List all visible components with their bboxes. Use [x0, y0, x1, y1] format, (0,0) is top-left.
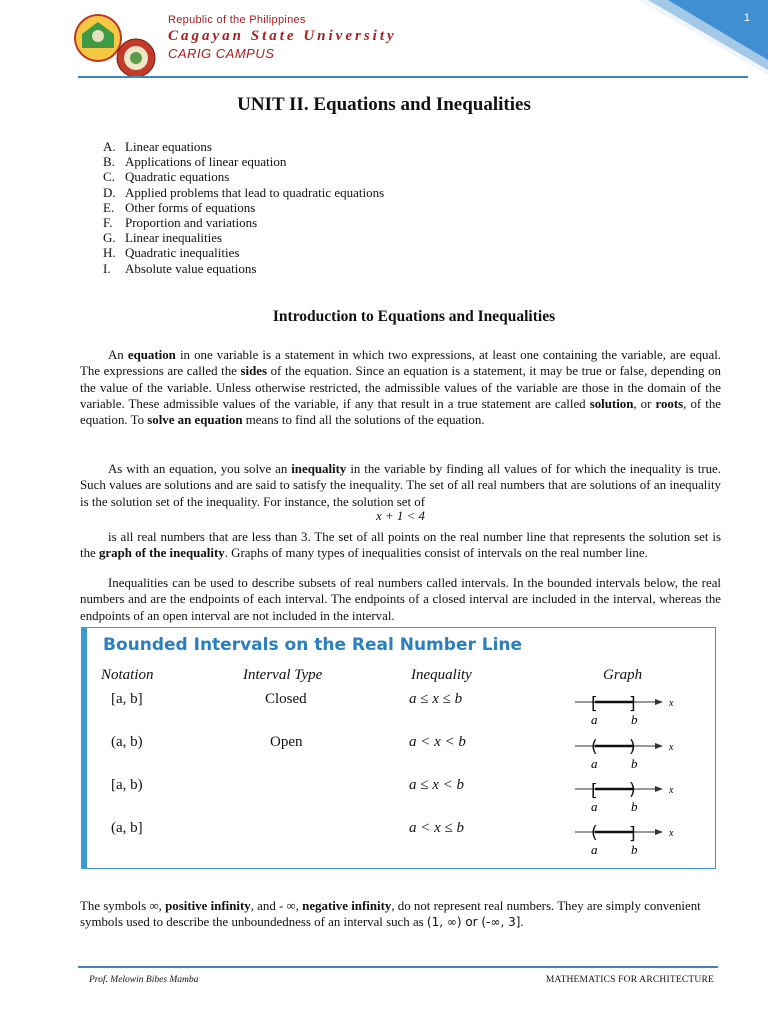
inequality-cell: a ≤ x < b: [409, 777, 465, 793]
svg-text:a: a: [591, 712, 598, 727]
topic-item: I. Absolute value equations: [103, 260, 257, 276]
graph-half-open-right: [573, 777, 683, 817]
svg-text:b: b: [631, 799, 638, 814]
svg-text:x: x: [669, 828, 674, 839]
svg-text:[: [: [591, 781, 598, 801]
university-seal-logo: [74, 14, 122, 62]
paragraph-graph: is all real numbers that are less than 3. The set of all points on the real number line that represents the solution set is the graph of the inequality. Graphs of many types of inequalities consist of intervals on the real number line.: [80, 530, 721, 561]
svg-text:a: a: [591, 799, 598, 814]
header-republic: Republic of the Philippines: [168, 14, 306, 26]
paragraph-intervals: Inequalities can be used to describe subsets of real numbers called intervals. In the bounded intervals below, the real numbers and are the endpoints of each interval. The endpoints of a closed interval are included in the interval, whereas the endpoints of an open interval are not included in the interval.: [80, 576, 721, 623]
topic-item: F. Proportion and variations: [103, 215, 258, 231]
svg-text:[: [: [591, 694, 598, 714]
header-interval-type: Interval Type: [243, 667, 323, 683]
paragraph-equation: An equation in one variable is a statement in which two expressions, at least one containing the variable, are equal. The expressions are called the sides of the equation. Since an equation is a statement, it may be true or false, depending on the value of the variable. Unless otherwise restricted, the admissible values of the variable are those in the domain of the variable. These admissible values of the variable, if any that result in a true statement are called solution, or roots, of the equation. To solve an equation means to find all the solutions of the equation.: [80, 348, 721, 428]
paragraph-infinity: The symbols ∞, positive infinity, and - ∞, negative infinity, do not represent real numbers. They are simply convenient symbols used to describe the unboundedness of an interval such as (1, ∞) or (-∞, 3].: [80, 899, 701, 930]
graph-open: [573, 734, 683, 774]
type-cell: Closed: [265, 691, 307, 707]
svg-text:): ): [629, 780, 636, 800]
campus-seal-logo: [116, 38, 156, 78]
svg-text:b: b: [631, 842, 638, 857]
svg-text:a: a: [591, 842, 598, 857]
page-number: 1: [743, 12, 750, 24]
inequality-cell: a < x ≤ b: [409, 820, 465, 836]
topic-item: A. Linear equations: [103, 139, 212, 154]
notation-cell: (a, b): [111, 734, 143, 750]
svg-text:(: (: [591, 737, 598, 757]
header-graph: Graph: [603, 667, 643, 683]
page-title: UNIT II. Equations and Inequalities: [237, 94, 531, 115]
svg-text:a: a: [591, 756, 598, 771]
svg-text:(: (: [591, 823, 598, 843]
inequality-cell: a < x < b: [409, 734, 466, 750]
graph-closed: [573, 690, 683, 730]
notation-cell: (a, b]: [111, 820, 143, 836]
header-campus: CARIG CAMPUS: [168, 46, 275, 61]
notation-cell: [a, b): [111, 777, 143, 793]
svg-text:]: ]: [629, 694, 636, 714]
equation-example: x + 1 < 4: [376, 509, 425, 523]
topic-item: D. Applied problems that lead to quadratic equations: [103, 184, 385, 200]
header-inequality: Inequality: [411, 667, 472, 683]
header-university: Cagayan State University: [168, 28, 397, 44]
notation-cell: [a, b]: [111, 691, 143, 707]
section-subtitle: Introduction to Equations and Inequalities: [272, 308, 556, 325]
footer-course: MATHEMATICS FOR ARCHITECTURE: [545, 975, 714, 985]
svg-text:x: x: [669, 698, 674, 709]
svg-text:): ): [629, 737, 636, 757]
svg-text:x: x: [669, 742, 674, 753]
paragraph-inequality: As with an equation, you solve an inequality in the variable by finding all values of for which the inequality is true. Such values are solutions and are said to satisfy the inequality. The set of all real numbers that are solutions of an inequality is the solution set of the inequality. For instance, the solution set of: [80, 462, 722, 509]
box-title: Bounded Intervals on the Real Number Line: [103, 635, 523, 655]
topic-list: [103, 139, 384, 276]
footer-rule: [78, 966, 718, 968]
header-rule: [78, 76, 748, 78]
svg-text:b: b: [631, 756, 638, 771]
topic-item: B. Applications of linear equation: [103, 154, 287, 170]
bounded-intervals-box: [81, 627, 716, 869]
footer-author: Prof. Melowin Bibes Mamba: [89, 975, 199, 985]
topic-item: E. Other forms of equations: [103, 199, 256, 215]
topic-item: G. Linear inequalities: [103, 230, 223, 246]
inequality-cell: a ≤ x ≤ b: [409, 691, 463, 707]
topic-item: H. Quadratic inequalities: [103, 245, 240, 261]
svg-text:b: b: [631, 712, 638, 727]
type-cell: Open: [270, 734, 303, 750]
header-notation: Notation: [101, 667, 154, 683]
topic-item: C. Quadratic equations: [103, 169, 230, 185]
graph-half-open-left: [573, 820, 683, 860]
svg-text:]: ]: [629, 824, 636, 844]
svg-text:x: x: [669, 785, 674, 796]
